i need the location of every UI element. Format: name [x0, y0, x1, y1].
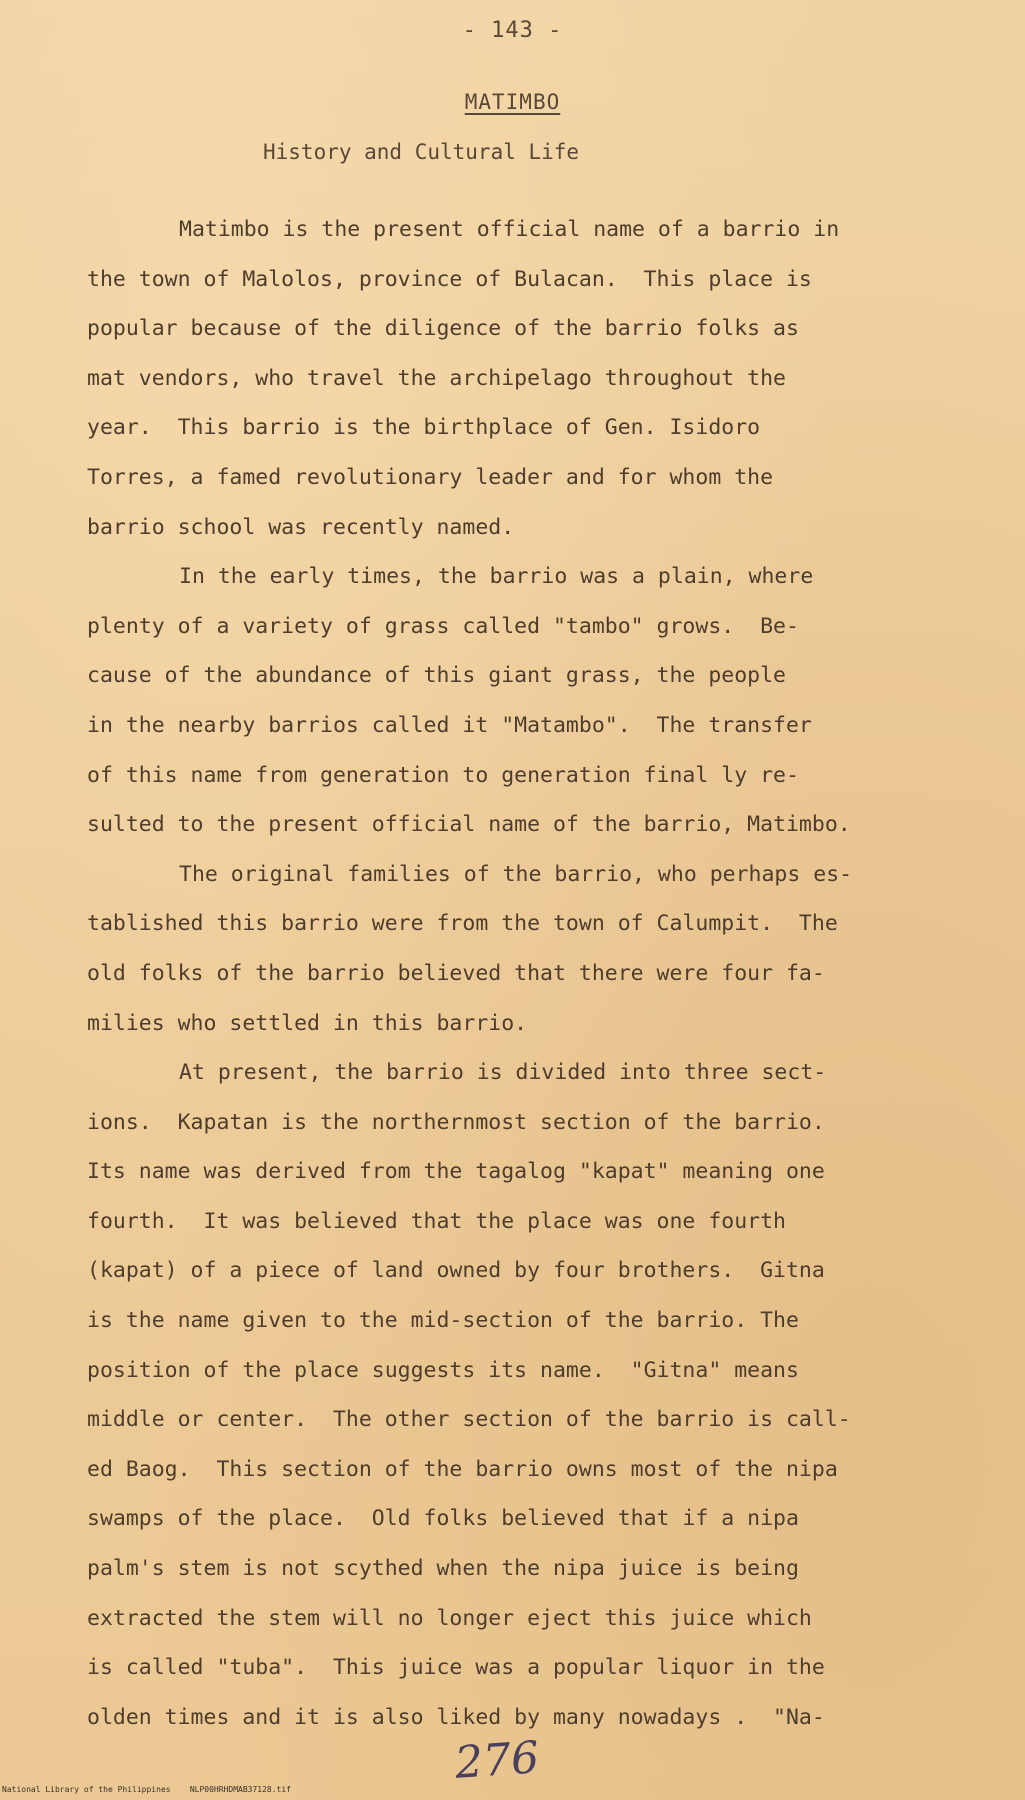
text-line: plenty of a variety of grass called "tambo" grows. Be-	[87, 613, 799, 639]
document-subtitle: History and Cultural Life	[263, 140, 580, 164]
text-line: swamps of the place. Old folks believed that if a nipa	[87, 1506, 799, 1532]
document-title-text: MATIMBO	[464, 90, 561, 114]
text-line: of this name from generation to generation final ly re-	[87, 762, 799, 788]
text-line: middle or center. The other section of the barrio is call-	[87, 1407, 851, 1433]
body-text	[87, 205, 987, 1742]
text-line: is the name given to the mid-section of the barrio. The	[87, 1308, 799, 1334]
text-line: milies who settled in this barrio.	[87, 1010, 528, 1036]
text-line: olden times and it is also liked by many nowadays . "Na-	[87, 1704, 825, 1730]
text-line: cause of the abundance of this giant grass, the people	[87, 663, 786, 689]
text-line: year. This barrio is the birthplace of Gen. Isidoro	[87, 415, 761, 441]
text-line: At present, the barrio is divided into three sect-	[179, 1060, 827, 1086]
text-line: barrio school was recently named.	[87, 514, 515, 540]
text-line: The original families of the barrio, who perhaps es-	[179, 861, 853, 887]
text-line: In the early times, the barrio was a plain, where	[179, 564, 814, 590]
text-line: fourth. It was believed that the place was one fourth	[87, 1208, 786, 1234]
text-line: extracted the stem will no longer eject this juice which	[87, 1605, 812, 1631]
text-line: Matimbo is the present official name of a barrio in	[179, 217, 840, 242]
text-line: Its name was derived from the tagalog "kapat" meaning one	[87, 1159, 825, 1185]
handwritten-folio-number: 276	[453, 1732, 541, 1789]
text-line: sulted to the present official name of the barrio, Matimbo.	[87, 812, 851, 838]
document-title	[0, 90, 1025, 114]
text-line: ions. Kapatan is the northernmost section of the barrio.	[87, 1109, 825, 1135]
text-line: is called "tuba". This juice was a popular liquor in the	[87, 1655, 825, 1681]
text-line: tablished this barrio were from the town of Calumpit. The	[87, 911, 838, 937]
text-line: ed Baog. This section of the barrio owns most of the nipa	[87, 1456, 838, 1482]
text-line: palm's stem is not scythed when the nipa juice is being	[87, 1556, 799, 1582]
text-line: mat vendors, who travel the archipelago throughout the	[87, 365, 786, 391]
text-line: (kapat) of a piece of land owned by four brothers. Gitna	[87, 1258, 825, 1284]
text-line: in the nearby barrios called it "Matambo". The transfer	[87, 712, 812, 738]
archive-footer: National Library of the Philippines NLP00HRHDMAB37128.tif	[2, 1785, 291, 1794]
text-line: popular because of the diligence of the barrio folks as	[87, 316, 799, 342]
page-number: - 143 -	[462, 18, 563, 43]
text-line: Torres, a famed revolutionary leader and for whom the	[87, 464, 774, 490]
text-line: position of the place suggests its name. "Gitna" means	[87, 1357, 799, 1383]
text-line: the town of Malolos, province of Bulacan. This place is	[87, 266, 812, 292]
text-line: old folks of the barrio believed that there were four fa-	[87, 960, 825, 986]
